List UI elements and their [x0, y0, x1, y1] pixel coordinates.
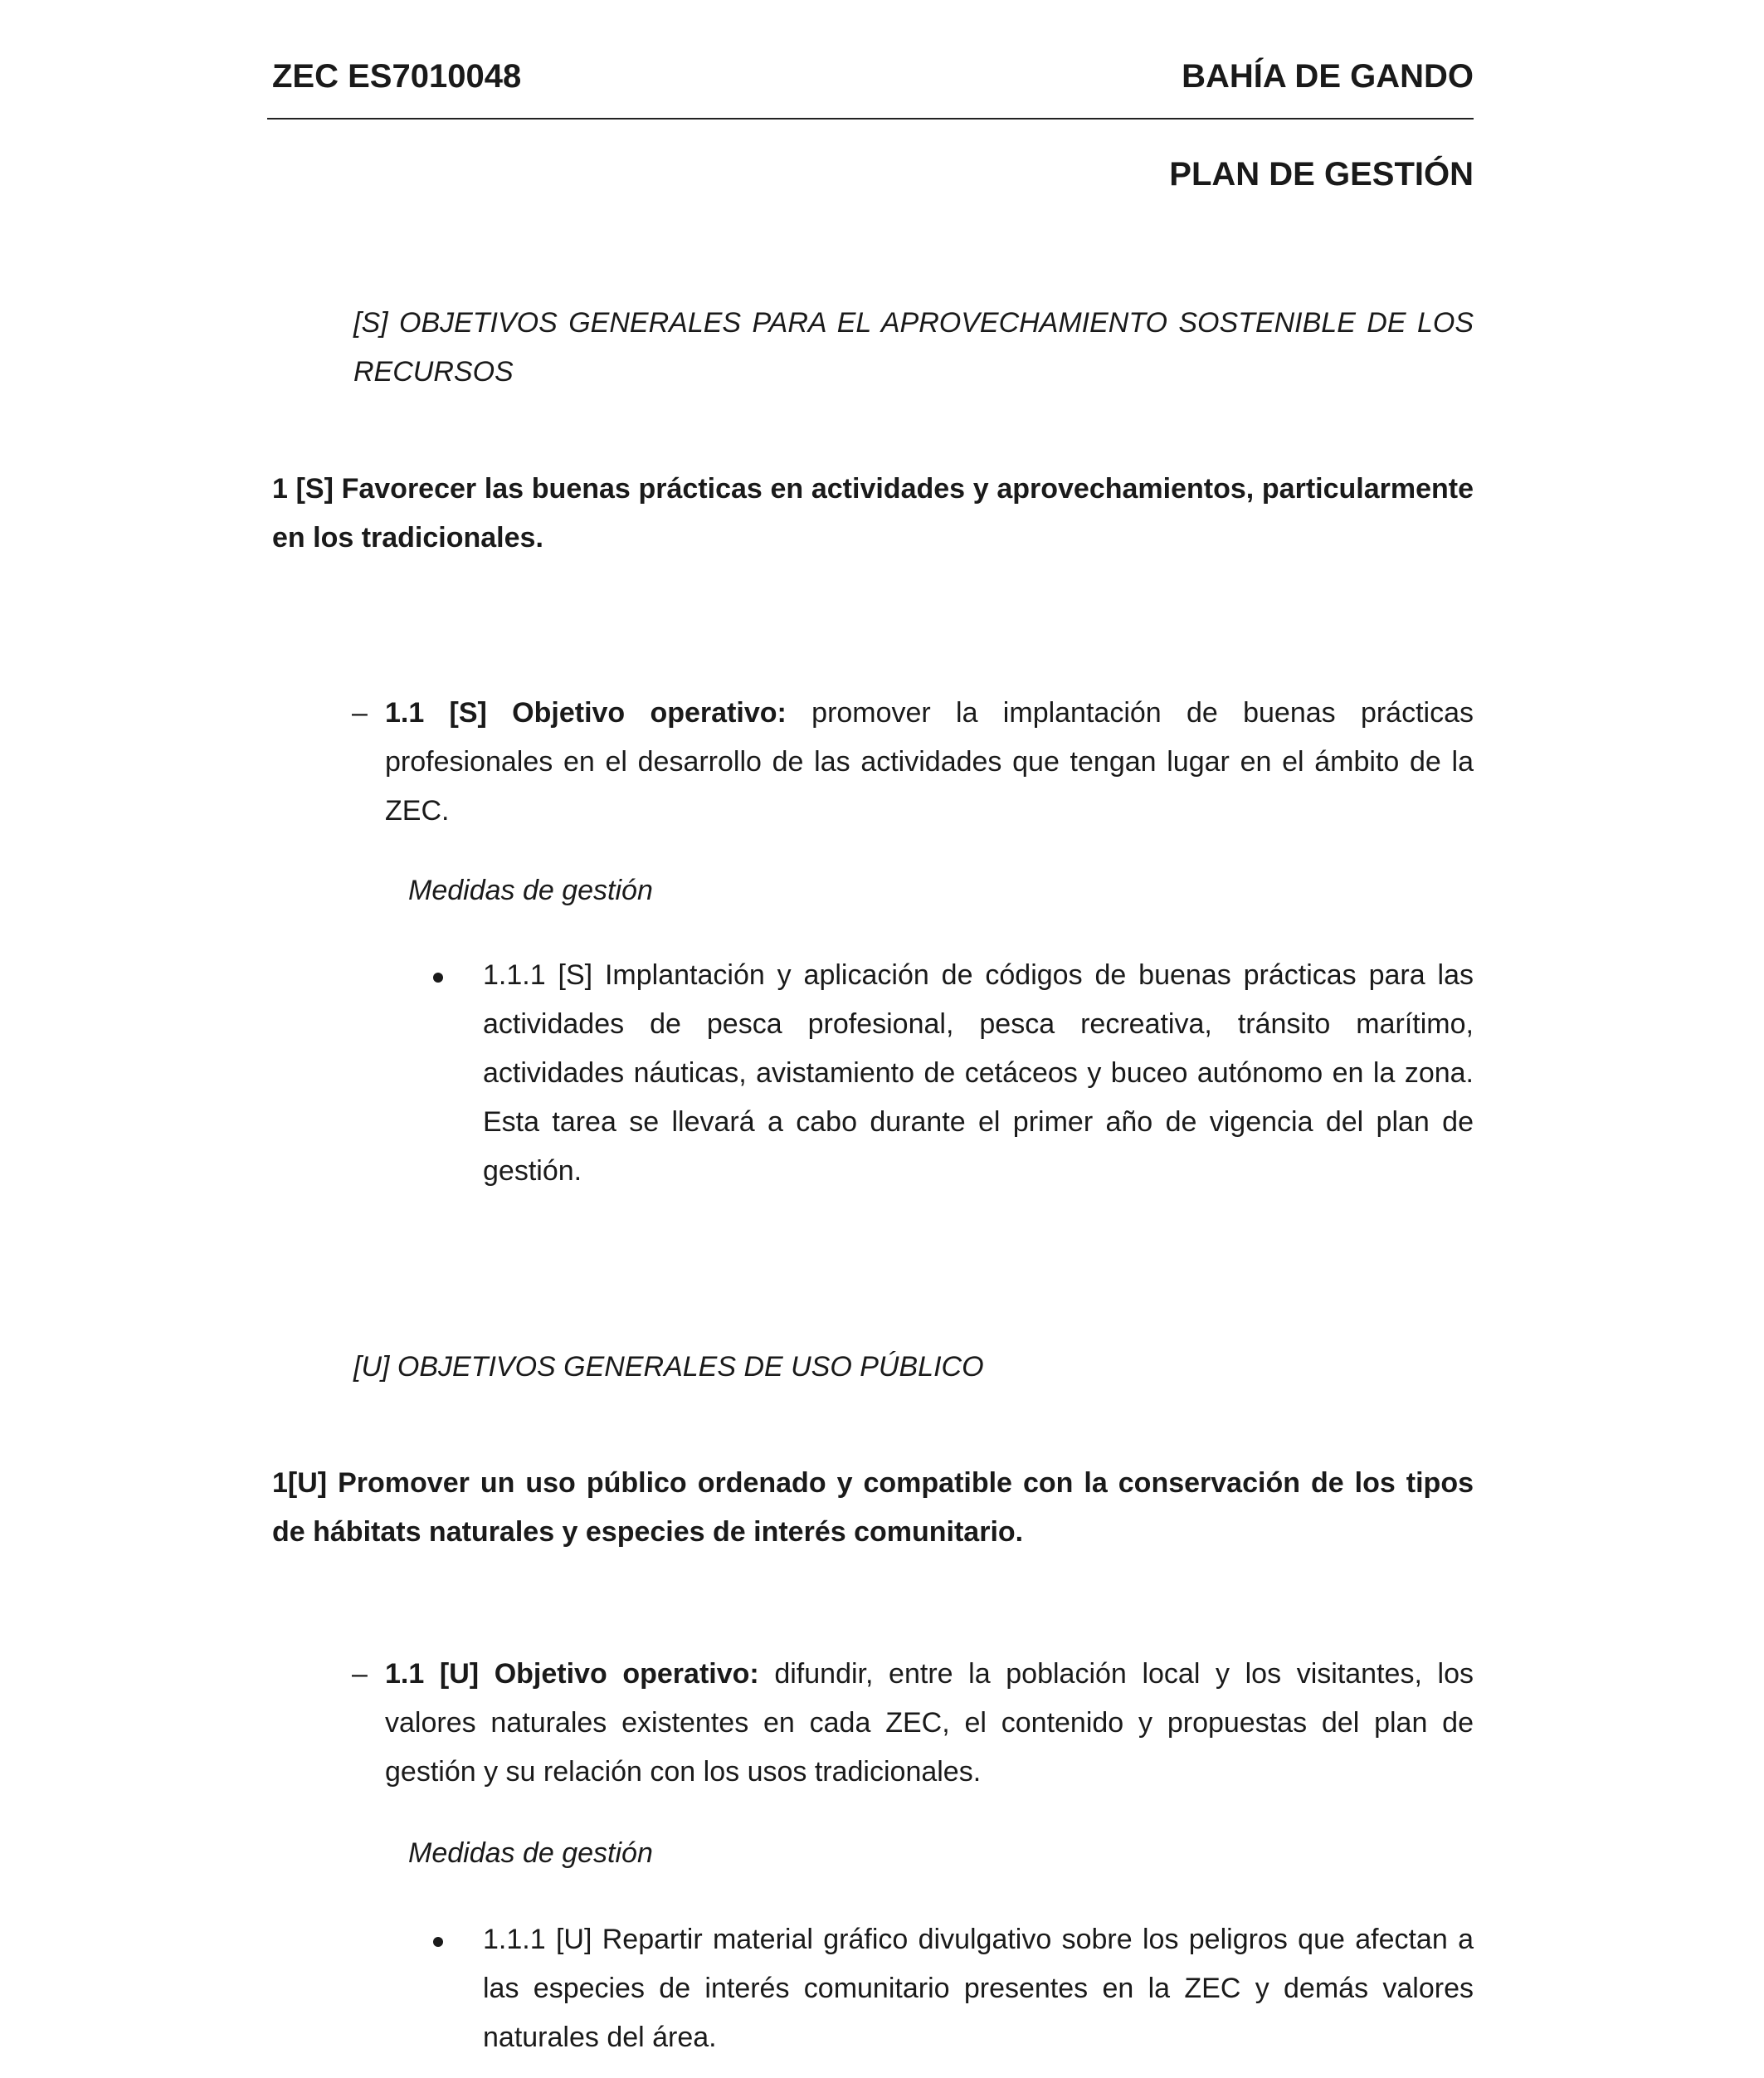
operative-label-s: 1.1 [S] Objetivo operativo: [385, 697, 787, 729]
operative-text-s: promover la implantación de buenas prácticas profesionales en el desarrollo de las actividades que tengan lugar en el ámbito de la ZEC. [385, 697, 1474, 827]
measure-item-u-1: 1.1.1 [U] Repartir material gráfico divulgativo sobre los peligros que afectan a las especies de interés comunitario presentes en la ZEC y demás valores naturales del área. [483, 1924, 1474, 2053]
operative-label-u: 1.1 [U] Objetivo operativo: [385, 1658, 759, 1690]
operative-dash-u: – [352, 1658, 368, 1690]
measure-item-s-1: 1.1.1 [S] Implantación y aplicación de códigos de buenas prácticas para las actividades de pesca profesional, pesca recreativa, tránsito marítimo, actividades náuticas, avistamiento de cetáceos y buceo autónomo en la zona. Esta tarea se llevará a cabo durante el primer año de vigencia del plan de gestión. [483, 959, 1474, 1187]
section-title-u: [U] OBJETIVOS GENERALES DE USO PÚBLICO [353, 1351, 984, 1383]
bullet-icon [433, 1937, 443, 1947]
general-goal-s: 1 [S] Favorecer las buenas prácticas en actividades y aprovechamientos, particularmente en los tradicionales. [272, 473, 1474, 554]
operative-objective-u [385, 1650, 1474, 1797]
header-divider [267, 118, 1474, 120]
header-site-name: BAHÍA DE GANDO [1182, 58, 1474, 95]
page-header [272, 51, 1474, 101]
operative-text-u: difundir, entre la población local y los visitantes, los valores naturales existentes en cada ZEC, el contenido y propuestas del plan de gestión y su relación con los usos tradicionales. [385, 1658, 1474, 1788]
section-title-s: [S] OBJETIVOS GENERALES PARA EL APROVECHAMIENTO SOSTENIBLE DE LOS RECURSOS [353, 307, 1474, 388]
operative-objective-s [385, 689, 1474, 836]
general-goal-u: 1[U] Promover un uso público ordenado y compatible con la conservación de los tipos de hábitats naturales y especies de interés comunitario. [272, 1467, 1474, 1548]
operative-dash-s: – [352, 697, 368, 729]
header-site-code: ZEC ES7010048 [272, 58, 522, 95]
bullet-icon [433, 973, 443, 983]
measures-label-s: Medidas de gestión [408, 875, 653, 906]
plan-title: PLAN DE GESTIÓN [1169, 156, 1474, 193]
measures-label-u: Medidas de gestión [408, 1837, 653, 1869]
